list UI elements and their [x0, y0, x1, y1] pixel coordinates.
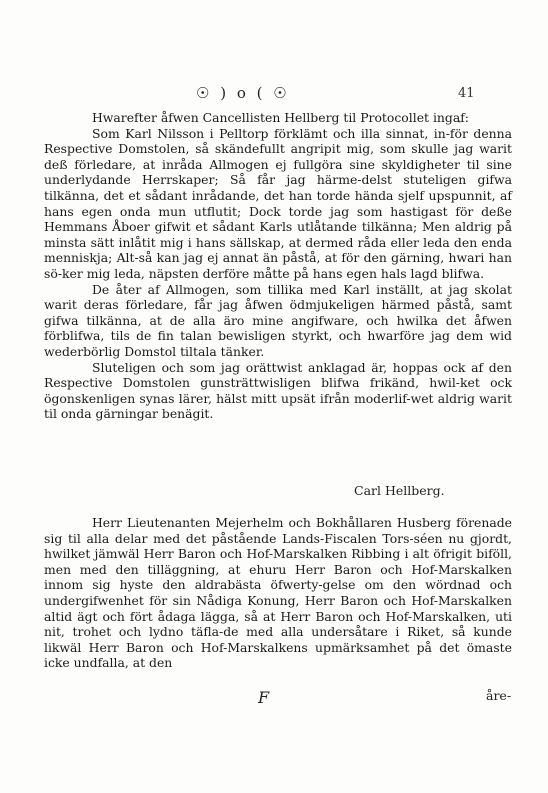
sheet-signature-mark: F: [258, 688, 270, 707]
page-header: [0, 84, 548, 106]
paragraph-2: De åter af Allmogen, som tillika med Karl inställt, at jag skolat warit deras förledare, får jag åfwen ödmjukeligen härmed påstå, samt gifwa tilkänna, at de alla äro mine angifware, och hwilka det åfwen förblifwa, tils de fin talan bewisligen styrkt, och hwarföre jag dem wid wederbörlig Domstol tiltala tänker.: [44, 281, 512, 359]
paragraph-3: Sluteligen och som jag orättwist anklagad är, hoppas ock af den Respective Domstolen gunsträttwisligen blifwa frikänd, hwil-ket ock ögonskenligen synas lärer, hälst mitt upsät ifrån moderlif-wet aldrig warit til onda gärningar benägit.: [44, 359, 512, 422]
paragraph-4: Herr Lieutenanten Mejerhelm och Bokhållaren Husberg förenade sig til alla delar med det påstående Lands-Fiscalen Tors-séen nu gjordt, hwilket jämwäl Herr Baron och Hof-Marskalken Ribbing i alt öfrigit biföll, men med den tilläggning, at ehuru Herr Baron och Hof-Marskalken innom sig hyste den aldrabästa öfwerty-gelse om den wördnad och undergifwenhet för sin Nådiga Konung, Herr Baron och Hof-Marskalken altid ägt och fört ådaga lägga, så at Herr Baron och Hof-Marskalken, uti nit, trohet och lydno täfla-de med alla undersåtare i Riket, så kunde likwäl Herr Baron och Hof-Marskalkens upmärksamhet på det ömaste icke undfalla, at den: [44, 515, 512, 671]
section-mejerhelm-statement: [44, 515, 512, 671]
catchword: åre-: [486, 688, 512, 703]
header-ornament: ☉ ) o ( ☉: [196, 84, 290, 102]
signature: Carl Hellberg.: [354, 483, 445, 498]
intro-line: Hwarefter åfwen Cancellisten Hellberg til Protocollet ingaf:: [92, 110, 469, 125]
section-hellberg-statement: [44, 110, 512, 422]
page-number: 41: [458, 86, 475, 101]
paragraph-1: Som Karl Nilsson i Pelltorp förklämt och illa sinnat, in-för denna Respective Domstolen, så skändefullt angripit mig, som skulle jag warit deß förledare, at inråda Allmogen ej fullgöra sine skyldigheter til sine underlydande Herrskaper; Så får jag härme-delst stuteligen gifwa tilkänna, det et sådant inrådande, det han torde hända sjelf upspunnit, af hans egen onda mun utflutit; Dock torde jag som hastigast för deße Hemmans Åboer gifwit et sådant Karls utlåtande tilkänna; Men aldrig på minsta sätt inlåtit mig i hans sällskap, at dermed råda eller leda den enda menniskja; Alt-så kan jag ej annat än påstå, at för den gärning, hwari han sö-ker mig leda, näpsten derföre måtte på hans egen hals lagd blifwa.: [44, 125, 512, 281]
